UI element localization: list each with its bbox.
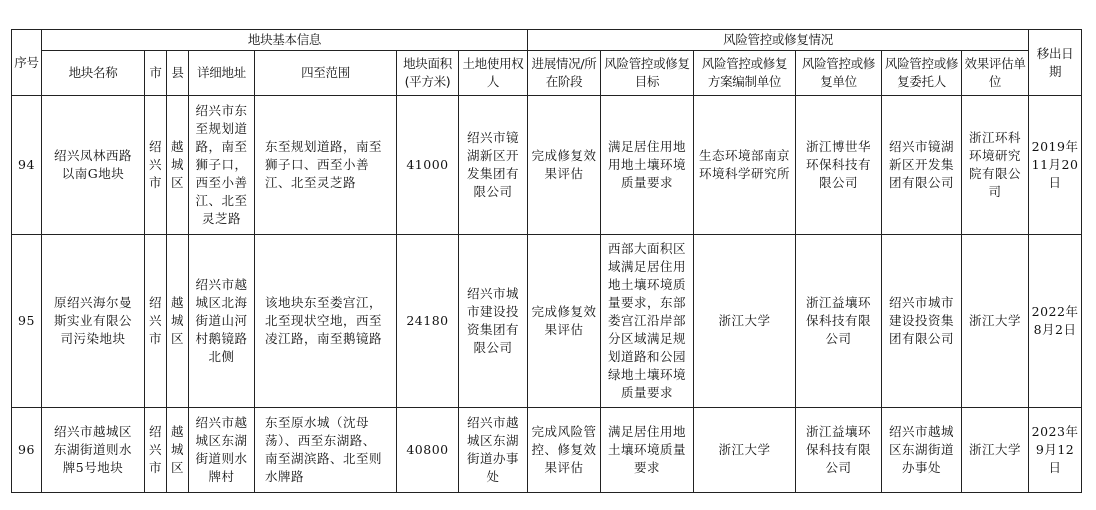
cell-land-user: 绍兴市镜湖新区开发集团有限公司 bbox=[459, 96, 528, 235]
contaminated-plot-table-sheet bbox=[11, 29, 1082, 493]
header-progress: 进展情况/所在阶段 bbox=[528, 51, 601, 96]
cell-address: 绍兴市越城区北海街道山河村鹅镜路北侧 bbox=[189, 235, 255, 408]
table-row bbox=[12, 408, 1082, 493]
cell-plot-name: 绍兴市越城区东湖街道则水牌5号地块 bbox=[42, 408, 145, 493]
header-county: 县 bbox=[167, 51, 189, 96]
header-eval-unit: 效果评估单位 bbox=[962, 51, 1029, 96]
cell-plot-name: 原绍兴海尔曼斯实业有限公司污染地块 bbox=[42, 235, 145, 408]
cell-county: 越城区 bbox=[167, 408, 189, 493]
cell-address: 绍兴市东至规划道路，南至狮子口，西至小善江、北至灵芝路 bbox=[189, 96, 255, 235]
group-header-row bbox=[12, 30, 1082, 51]
cell-serial: 95 bbox=[12, 235, 42, 408]
cell-client: 绍兴市越城区东湖街道办事处 bbox=[882, 408, 962, 493]
cell-eval-unit: 浙江环科环境研究院有限公司 bbox=[962, 96, 1029, 235]
cell-removal-date: 2023年9月12日 bbox=[1029, 408, 1082, 493]
cell-target: 满足居住用地用地土壤环境质量要求 bbox=[601, 96, 694, 235]
table-row bbox=[12, 96, 1082, 235]
cell-repair-unit: 浙江益壤环保科技有限公司 bbox=[796, 408, 882, 493]
cell-progress: 完成风险管控、修复效果评估 bbox=[528, 408, 601, 493]
cell-county: 越城区 bbox=[167, 235, 189, 408]
cell-removal-date: 2019年11月20日 bbox=[1029, 96, 1082, 235]
cell-address: 绍兴市越城区东湖街道则水牌村 bbox=[189, 408, 255, 493]
cell-eval-unit: 浙江大学 bbox=[962, 235, 1029, 408]
cell-client: 绍兴市镜湖新区开发集团有限公司 bbox=[882, 96, 962, 235]
cell-eval-unit: 浙江大学 bbox=[962, 408, 1029, 493]
cell-plot-name: 绍兴凤林西路以南G地块 bbox=[42, 96, 145, 235]
cell-progress: 完成修复效果评估 bbox=[528, 235, 601, 408]
cell-removal-date: 2022年8月2日 bbox=[1029, 235, 1082, 408]
header-target: 风险管控或修复目标 bbox=[601, 51, 694, 96]
cell-plan-unit: 生态环境部南京环境科学研究所 bbox=[694, 96, 796, 235]
cell-serial: 94 bbox=[12, 96, 42, 235]
cell-city: 绍兴市 bbox=[145, 408, 167, 493]
header-group-basic-info: 地块基本信息 bbox=[42, 30, 528, 51]
header-plot-name: 地块名称 bbox=[42, 51, 145, 96]
cell-plan-unit: 浙江大学 bbox=[694, 235, 796, 408]
header-serial: 序号 bbox=[12, 30, 42, 96]
cell-area: 24180 bbox=[397, 235, 459, 408]
header-land-user: 土地使用权人 bbox=[459, 51, 528, 96]
cell-land-user: 绍兴市越城区东湖街道办事处 bbox=[459, 408, 528, 493]
header-client: 风险管控或修复委托人 bbox=[882, 51, 962, 96]
cell-city: 绍兴市 bbox=[145, 96, 167, 235]
header-area: 地块面积(平方米) bbox=[397, 51, 459, 96]
header-removal-date: 移出日期 bbox=[1029, 30, 1082, 96]
cell-boundary: 该地块东至娄宫江，北至现状空地，西至凌江路，南至鹅镜路 bbox=[255, 235, 397, 408]
contaminated-plot-table bbox=[11, 29, 1082, 493]
cell-area: 41000 bbox=[397, 96, 459, 235]
column-header-row bbox=[12, 51, 1082, 96]
cell-boundary: 东至规划道路，南至狮子口、西至小善江、北至灵芝路 bbox=[255, 96, 397, 235]
cell-land-user: 绍兴市城市建设投资集团有限公司 bbox=[459, 235, 528, 408]
header-city: 市 bbox=[145, 51, 167, 96]
header-repair-unit: 风险管控或修复单位 bbox=[796, 51, 882, 96]
cell-area: 40800 bbox=[397, 408, 459, 493]
cell-repair-unit: 浙江博世华环保科技有限公司 bbox=[796, 96, 882, 235]
header-address: 详细地址 bbox=[189, 51, 255, 96]
cell-county: 越城区 bbox=[167, 96, 189, 235]
cell-progress: 完成修复效果评估 bbox=[528, 96, 601, 235]
table-row bbox=[12, 235, 1082, 408]
header-group-risk-control: 风险管控或修复情况 bbox=[528, 30, 1029, 51]
cell-client: 绍兴市城市建设投资集团有限公司 bbox=[882, 235, 962, 408]
cell-city: 绍兴市 bbox=[145, 235, 167, 408]
cell-boundary: 东至原水城（沈母荡）、西至东湖路、南至湖滨路、北至则水牌路 bbox=[255, 408, 397, 493]
cell-serial: 96 bbox=[12, 408, 42, 493]
cell-target: 满足居住用地土壤环境质量要求 bbox=[601, 408, 694, 493]
header-plan-unit: 风险管控或修复方案编制单位 bbox=[694, 51, 796, 96]
cell-target: 西部大面积区域满足居住用地土壤环境质量要求，东部娄宫江沿岸部分区域满足规划道路和公园绿地土壤环境质量要求 bbox=[601, 235, 694, 408]
cell-repair-unit: 浙江益壤环保科技有限公司 bbox=[796, 235, 882, 408]
header-boundary: 四至范围 bbox=[255, 51, 397, 96]
cell-plan-unit: 浙江大学 bbox=[694, 408, 796, 493]
